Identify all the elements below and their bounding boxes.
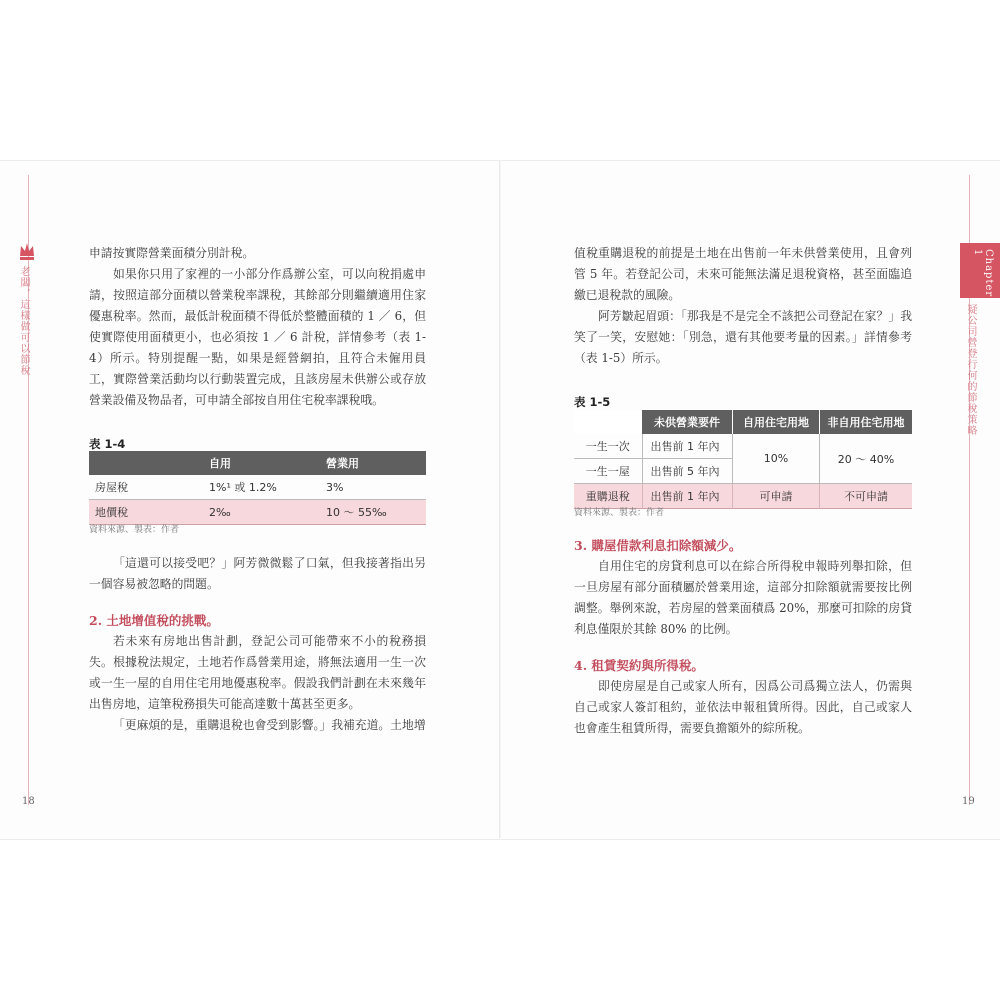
table-cell: 出售前 1 年內 <box>642 434 733 459</box>
table-title: 表 1-4 <box>89 437 126 451</box>
paragraph: 即使房屋是自己或家人所有，因爲公司爲獨立法人，仍需與自己或家人簽訂租約，並依法申報租賃所得。因此，自己或家人也會產生租賃所得，需要負擔額外的綜所稅。 <box>574 679 912 735</box>
table-cell: 20 ～ 40% <box>837 452 895 466</box>
table-cell: 房屋稅 <box>95 481 128 494</box>
table-cell: 重購退稅 <box>574 484 642 509</box>
paragraph: 自用住宅的房貸利息可以在綜合所得稅申報時列舉扣除，但一旦房屋有部分面積屬於營業用途，這部分扣除額就需要按比例調整。舉例來說，若房屋的營業面積爲 20%，那麼可扣除的房貸利息僅限於其餘 80% 的比例。 <box>574 559 912 636</box>
table-cell: 不可申請 <box>820 484 913 509</box>
table-cell: 出售前 5 年內 <box>642 459 733 484</box>
table-cell: 2‰ <box>203 500 320 525</box>
table-source: 資料來源、製表：作者 <box>89 525 180 535</box>
paragraph: 「更麻煩的是，重購退稅也會受到影響。」我補充道。土地增 <box>113 718 426 732</box>
table-cell: 一生一屋 <box>574 459 642 484</box>
section-heading: 3. 購屋借款利息扣除額減少。 <box>574 538 742 553</box>
paragraph: 申請按實際營業面積分別計稅。 <box>89 246 255 260</box>
table-source: 資料來源、製表：作者 <box>574 508 665 518</box>
page-number: 19 <box>962 796 975 807</box>
chapter-tab-label: Chapter 1 <box>972 249 994 298</box>
table-header-cell: 營業用 <box>320 451 426 475</box>
right-side-label: 疑公司營登行何的節稅策略 <box>965 304 976 436</box>
table-header-cell: 未供營業要件 <box>642 410 733 434</box>
table-header-cell: 自用 <box>203 451 320 475</box>
table-cell: 10 ～ 55‰ <box>320 500 426 525</box>
book-gutter <box>499 160 501 838</box>
table-cell: 地價稅 <box>89 500 203 525</box>
table-cell: 出售前 1 年內 <box>642 484 733 509</box>
section-heading: 4. 租賃契約與所得稅。 <box>574 658 704 673</box>
table-header-cell: 自用住宅用地 <box>733 410 820 434</box>
section-heading: 2. 土地增值稅的挑戰。 <box>89 613 219 628</box>
table-header-cell <box>89 451 203 475</box>
paragraph: 阿芳皺起眉頭：「那我是不是完全不該把公司登記在家？」我笑了一笑，安慰她：「別急，還有其他要考量的因素。」詳情參考（表 1-5）所示。 <box>574 309 912 365</box>
paragraph: 如果你只用了家裡的一小部分作爲辦公室，可以向稅捐處申請，按照這部分面積以營業稅率課稅，其餘部分則繼續適用住家優惠稅率。然而，最低計稅面積不得低於整體面積的 1 ／ 6，但使實際使用面積更小，也必須按 1 ／ 6 計稅，詳情參考（表 1-4）所示。特別提醒一點，如果是經營網拍，且符合未僱用員工，實際營業活動均以行動裝置完成，且該房屋未供辦公或存放營業設備及物品者，可申請全部按自用住宅稅率課稅哦。 <box>89 267 426 407</box>
table-title: 表 1-5 <box>574 395 611 409</box>
table-header-cell: 非自用住宅用地 <box>820 410 913 434</box>
page-number: 18 <box>22 796 35 807</box>
table-1-4 <box>89 451 426 525</box>
paragraph: 「這還可以接受吧？」阿芳微微鬆了口氣，但我接著指出另一個容易被忽略的問題。 <box>89 556 426 591</box>
table-1-5 <box>574 410 912 509</box>
paragraph: 值稅重購退稅的前提是土地在出售前一年未供營業使用，且會列管 5 年。若登記公司，未來可能無法滿足退稅資格，甚至面臨追繳已退稅款的風險。 <box>574 246 912 302</box>
crown-logo-icon <box>18 240 36 262</box>
table-cell: 一生一次 <box>574 434 642 459</box>
chapter-tab <box>960 243 1000 298</box>
paragraph: 若未來有房地出售計劃，登記公司可能帶來不小的稅務損失。根據稅法規定，土地若作爲營業用途，將無法適用一生一次或一生一屋的自用住宅用地優惠稅率。假設我們計劃在未來幾年出售房地，這筆稅務損失可能高達數十萬甚至更多。 <box>89 634 426 711</box>
table-cell: 10% <box>733 434 820 484</box>
left-side-label: 老闆，這樣做可以節稅 <box>18 266 29 376</box>
table-cell: 可申請 <box>733 484 820 509</box>
table-cell: 3% <box>326 480 344 494</box>
table-header-cell <box>574 410 642 434</box>
table-cell: 1%¹ 或 1.2% <box>209 481 277 494</box>
